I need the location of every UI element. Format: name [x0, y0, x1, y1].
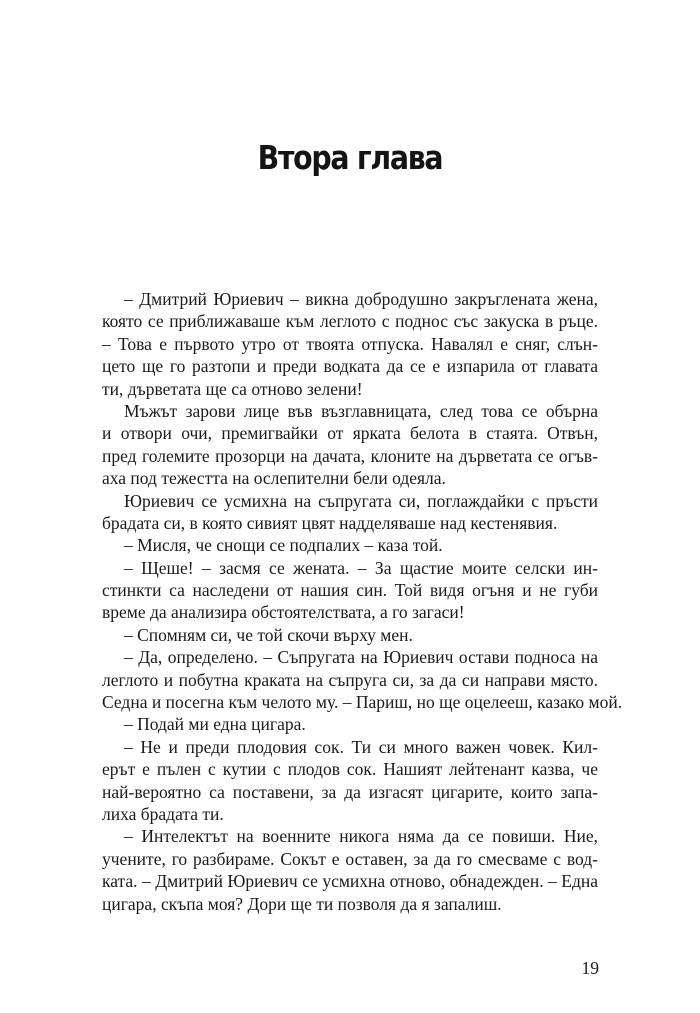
text-line: учените, го разбираме. Сокът е оставен, за да го смесваме с вод- — [102, 848, 598, 869]
text-line: – Щеше! – засмя се жената. – За щастие моите селски ин- — [124, 557, 598, 578]
page-number: 19 — [581, 958, 599, 978]
text-line: ти, дърветата ще са отново зелени! — [102, 378, 363, 399]
text-line: Седна и посегна към челото му. – Париш, но ще оцелееш, казако мой. — [102, 692, 623, 713]
text-line: – Дмитрий Юриевич – викна добродушно закръглената жена, — [124, 289, 598, 309]
text-line: Мъжът зарови лице във възглавницата, след това се обърна — [124, 400, 598, 421]
text-line: ерът е пълен с кутии с плодов сок. Нашият лейтенант казва, че — [102, 759, 598, 780]
text-line: – Интелектът на военните никога няма да се повиши. Ние, — [124, 826, 598, 847]
text-line: – Не и преди плодовия сок. Ти си много важен човек. Кил- — [124, 736, 598, 757]
text-line: и отвори очи, премигвайки от ярката белота в стаята. Отвън, — [102, 423, 598, 444]
text-line: пред големите прозорци на дачата, клоните на дърветата се огъв- — [102, 445, 598, 466]
text-line: най-вероятно са поставени, за да изгасят цигарите, които запа- — [102, 781, 598, 802]
text-line: цето ще го разтопи и преди водката да се е изпарила от главата — [102, 356, 598, 377]
text-line: – Спомням си, че той скочи върху мен. — [124, 624, 413, 645]
text-line: цигара, скъпа моя? Дори ще ти позволя да я запалиш. — [102, 893, 502, 914]
text-line: аха под тежестта на ослепителни бели одеяла. — [102, 468, 446, 489]
text-line: – Мисля, че снощи се подпалих – каза той. — [124, 535, 443, 556]
text-line: – Това е първото утро от твоята отпуска. Навалял е сняг, слън- — [102, 333, 598, 354]
text-line: време да анализира обстоятелствата, а го загаси! — [102, 602, 465, 623]
text-line: Юриевич се усмихна на съпругата си, поглаждайки с пръсти — [124, 490, 598, 511]
text-line: лиха брадата ти. — [102, 803, 224, 824]
text-line: леглото и побутна краката на съпруга си, за да си направи място. — [102, 669, 598, 690]
chapter-title: Втора глава — [257, 138, 443, 177]
text-line: – Подай ми една цигара. — [124, 714, 306, 735]
text-line: брадата си, в която сивият цвят надделяваше над кестенявия. — [102, 512, 558, 533]
body-text — [102, 288, 623, 915]
text-line: ката. – Дмитрий Юриевич се усмихна отново, обнадежден. – Една — [102, 871, 598, 892]
text-line: стинкти са наследени от нашия син. Той видя огъня и не губи — [102, 580, 598, 601]
text-line: – Да, определено. – Съпругата на Юриевич остави подноса на — [124, 647, 598, 668]
text-line: която се приближаваше към леглото с поднос със закуска в ръце. — [102, 311, 598, 332]
